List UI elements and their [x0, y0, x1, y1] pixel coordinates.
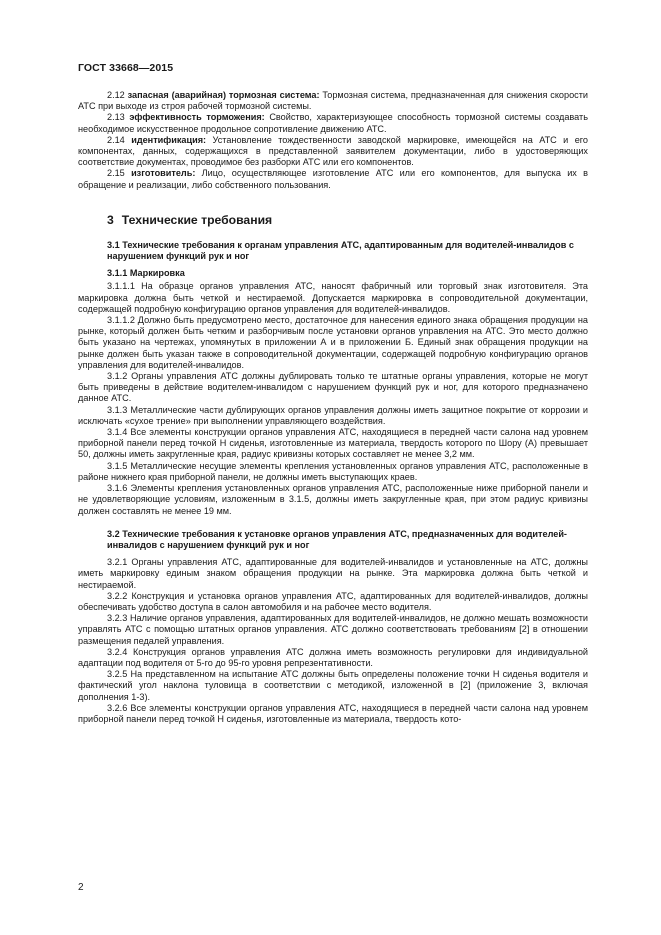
- paragraph-3-2-3: [78, 613, 588, 647]
- paragraph-3-2-1: [78, 557, 588, 591]
- paragraph-text: Органы управления АТС должны дублировать только те штатные органы управления, которые не могут быть приведены в действие водителем-инвалидом с нарушением функций рук и ног, для которого предназначено данное АТС.: [78, 371, 588, 404]
- section-3-heading: [107, 213, 588, 228]
- definition-term: идентификация:: [131, 134, 207, 145]
- subsection-number: 3.1: [107, 239, 120, 250]
- clause-number: 3.1.1.2: [107, 315, 135, 326]
- paragraph-3-1-2: [78, 371, 588, 405]
- paragraph-text: Конструкция и установка органов управления АТС, адаптированных для водителей-инвалидов, должны обеспечивать удобство доступа в салон автомобиля и на рабочее место водителя.: [78, 590, 588, 612]
- paragraph-3-1-1-2: [78, 315, 588, 371]
- clause-number: 3.1.5: [107, 460, 128, 471]
- clause-number: 3.1.3: [107, 404, 128, 415]
- paragraph-text: Все элементы конструкции органов управления АТС, находящиеся в передней части салона над уровнем приборной панели перед точкой Н сиденья, изготовленные из материала, твердость кото-: [78, 702, 588, 724]
- clause-number: 3.1.2: [107, 371, 128, 382]
- definitions-list: [78, 90, 588, 191]
- definition-2-13: [78, 112, 588, 134]
- definition-2-14: [78, 135, 588, 169]
- paragraph-text: Металлические части дублирующих органов управления должны иметь защитное покрытие от коррозии и исключать «сухое трение» при выполнении управляющего воздействия.: [78, 404, 588, 426]
- clause-number: 2.14: [107, 134, 125, 145]
- paragraph-text: Все элементы конструкции органов управления АТС, находящиеся в передней части салона над уровнем приборной панели перед точкой Н сиденья, изготовленные из материала, твердость которого по Шору (А) превышает 50, должны иметь закругленные края, радиус кривизны которых составляет не менее 3,2 мм.: [78, 427, 588, 460]
- definition-text: Свойство, характеризующее способность тормозной системы создавать необходимое искусственное продольное сопротивление движению АТС.: [78, 112, 588, 134]
- definition-text: Установление тождественности заводской маркировке, имеющейся на АТС и его компонентах, данных, содержащихся в представленной заявителем документации, либо в удостоверяющих соответствие документах, проводимое без разборки АТС или его компонентов.: [78, 134, 588, 168]
- clause-number: 3.2.5: [107, 669, 128, 680]
- definition-text: Тормозная система, предназначенная для снижения скорости АТС при выходе из строя рабочей тормозной системы.: [78, 90, 588, 112]
- paragraph-text: Органы управления АТС, адаптированные для водителей-инвалидов и установленные на АТС, должны иметь маркировку единым знаком обращения продукции на рынке. Эта маркировка должна быть четкой и нестираемой.: [78, 557, 588, 590]
- clause-number: 3.2.2: [107, 590, 128, 601]
- subsection-3-2-paragraphs: [78, 557, 588, 725]
- subsection-number: 3.2: [107, 528, 120, 539]
- subsubsection-3-1-1-heading: [107, 268, 588, 279]
- paragraph-text: Металлические несущие элементы крепления установленных органов управления АТС, расположенные в районе нижнего края приборной панели, не должны иметь выступающих краев.: [78, 460, 588, 482]
- subsection-3-1-heading: [107, 240, 588, 262]
- clause-number: 3.2.3: [107, 613, 128, 624]
- paragraph-3-2-5: [78, 669, 588, 703]
- clause-number: 3.2.1: [107, 557, 128, 568]
- clause-number: 3.1.1.1: [107, 281, 135, 292]
- paragraph-3-1-6: [78, 483, 588, 517]
- clause-number: 3.2.6: [107, 702, 128, 713]
- section-number: 3: [107, 212, 114, 227]
- paragraph-3-2-6: [78, 703, 588, 725]
- paragraph-3-2-4: [78, 647, 588, 669]
- clause-number: 2.12: [107, 90, 125, 100]
- paragraph-text: На представленном на испытание АТС должны быть определены положение точки Н сиденья водителя и фактический угол наклона туловища в соответствии с методикой, изложенной в [2] (приложение 3, включая дополнения 1-3).: [78, 669, 588, 702]
- document-header: ГОСТ 33668—2015: [78, 62, 174, 74]
- subsection-title: Технические требования к установке органов управления АТС, предназначенных для водителей-инвалидов с нарушением функций рук и ног: [107, 528, 567, 550]
- subsection-title: Технические требования к органам управления АТС, адаптированным для водителей-инвалидов с нарушением функций рук и ног: [107, 239, 574, 262]
- subsection-3-1-paragraphs: [78, 281, 588, 516]
- definition-term: изготовитель:: [131, 168, 196, 179]
- paragraph-text: Должно быть предусмотрено место, достаточное для нанесения единого знака обращения продукции на рынке, который должен быть четким и разборчивым после установки органов управления на АТС. Это место должно быть указано на чертежах, упомянутых в приложении А и в приложении Б. Единый знак обращения продукции на рынке должен быть указан также в сопроводительной документации, содержащей подробную конфигурацию органов управления для водителей-инвалидов.: [78, 315, 588, 370]
- paragraph-text: Конструкция органов управления АТС должна иметь возможность регулировки для индивидуальной адаптации под водителя от 5-го до 95-го уровня репрезентативности.: [78, 646, 588, 668]
- clause-number: 2.13: [107, 112, 125, 123]
- clause-number: 3.1.4: [107, 427, 128, 438]
- paragraph-3-1-4: [78, 427, 588, 461]
- subsubsection-title: Маркировка: [129, 268, 185, 279]
- definition-text: Лицо, осуществляющее изготовление АТС или его компонентов, для выпуска их в обращение и реализации, либо собственного пользования.: [78, 168, 588, 190]
- paragraph-text: Наличие органов управления, адаптированных для водителей-инвалидов, не должно мешать возможности управлять АТС с помощью штатных органов управления. АТС должно соответствовать требованиям [2] в отношении размещения педалей управления.: [78, 613, 588, 646]
- definition-2-12: [78, 90, 588, 112]
- page-number: 2: [78, 882, 84, 893]
- definition-2-15: [78, 168, 588, 190]
- subsubsection-number: 3.1.1: [107, 268, 128, 279]
- clause-number: 2.15: [107, 168, 125, 179]
- clause-number: 3.2.4: [107, 646, 128, 657]
- definition-term: запасная (аварийная) тормозная система:: [127, 90, 320, 100]
- paragraph-3-2-2: [78, 591, 588, 613]
- paragraph-text: Элементы крепления установленных органов управления АТС, расположенные ниже приборной панели и не удовлетворяющие условиям, изложенным в 3.1.5, должны иметь закругленные края, при этом радиус кривизны должен составлять не менее 19 мм.: [78, 483, 588, 516]
- definition-term: эффективность торможения:: [129, 112, 265, 123]
- document-body: [78, 90, 588, 725]
- paragraph-text: На образце органов управления АТС, наносят фабричный или торговый знак изготовителя. Эта маркировка должна быть четкой и нестираемой. Допускается маркировка в сопроводительной документации, содержащей подробную конфигурацию органов управления для водителей-инвалидов.: [78, 281, 588, 314]
- paragraph-3-1-1-1: [78, 281, 588, 315]
- paragraph-3-1-5: [78, 461, 588, 483]
- paragraph-3-1-3: [78, 405, 588, 427]
- section-title: Технические требования: [121, 212, 273, 227]
- subsection-3-2-heading: [107, 529, 588, 551]
- clause-number: 3.1.6: [107, 483, 128, 494]
